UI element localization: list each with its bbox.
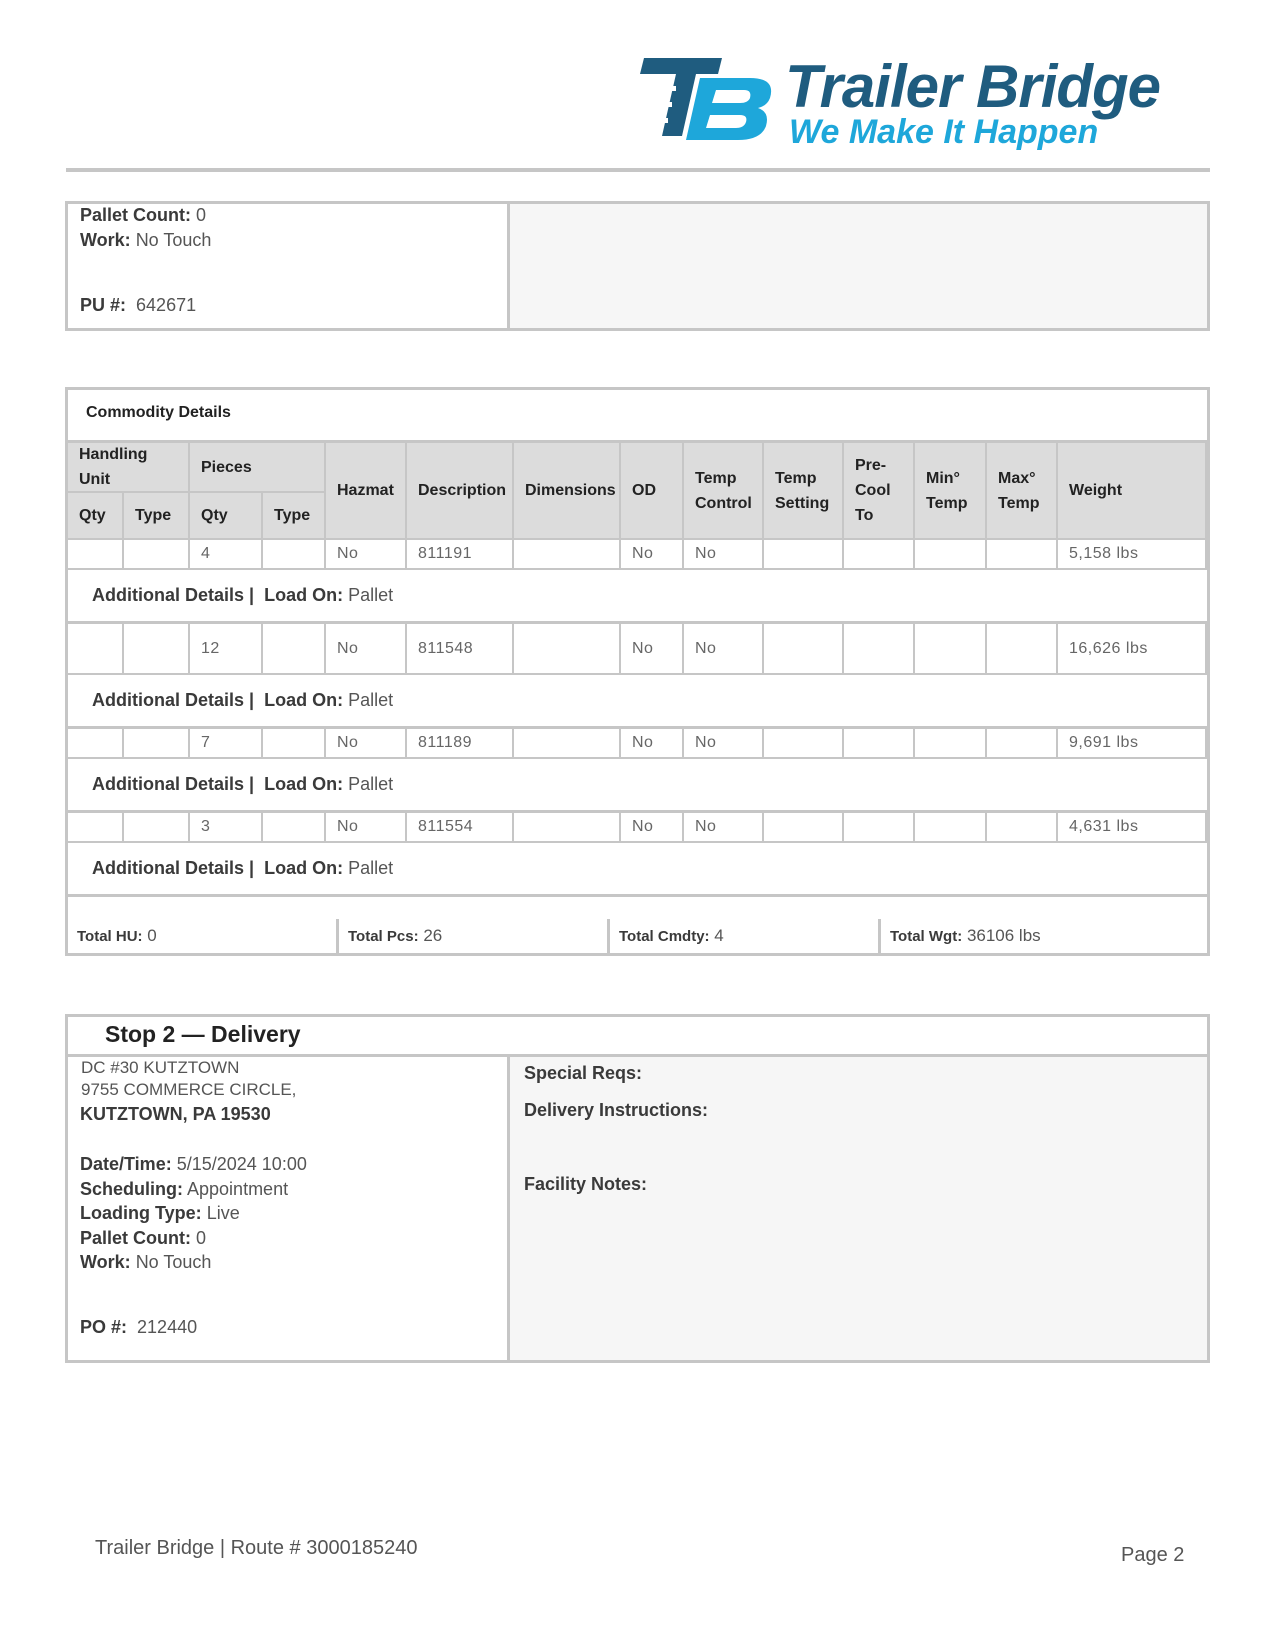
loading-type-field [80, 1203, 240, 1224]
commodity-cell-pcs-type [263, 540, 326, 570]
logo-tagline: We Make It Happen [789, 113, 1099, 151]
header-pcs-type: Type [263, 493, 326, 540]
commodity-cell-hu-qty [68, 624, 124, 675]
scheduling-field [80, 1179, 288, 1200]
work-field [80, 230, 211, 251]
stop2-left-panel [68, 1057, 510, 1360]
po-number-label: PO #: [80, 1317, 128, 1337]
commodity-cell-description: 811191 [407, 540, 514, 570]
total-pieces [339, 919, 610, 953]
total-commodities-label: Total Cmdty: [619, 927, 710, 945]
commodity-cell-hu-type [124, 540, 190, 570]
total-weight-value: 36106 lbs [966, 926, 1041, 945]
stop1-details-box [65, 201, 1210, 331]
commodity-cell-hu-qty [68, 729, 124, 759]
commodity-cell-pcs-qty: 7 [190, 729, 263, 759]
additional-details-row [68, 843, 1207, 897]
additional-details-label: Additional Details | [92, 585, 255, 605]
commodity-cell-min-temp [915, 540, 987, 570]
total-hu-value: 0 [147, 926, 157, 945]
commodity-cell-temp-control: No [684, 624, 764, 675]
load-on-label: Load On: [264, 690, 344, 710]
commodity-cell-weight: 16,626 lbs [1058, 624, 1207, 675]
commodity-cell-max-temp [987, 729, 1058, 759]
commodity-cell-description: 811548 [407, 624, 514, 675]
header-hu-type: Type [124, 493, 190, 540]
stop2-title: Stop 2 — Delivery [105, 1021, 301, 1047]
load-on-label: Load On: [264, 774, 344, 794]
pallet-count-field [80, 1228, 206, 1249]
header-temp-control: Temp Control [684, 443, 764, 540]
loading-type-value: Live [206, 1203, 240, 1223]
pu-number-field [80, 295, 196, 316]
header-hu-qty: Qty [68, 493, 124, 540]
commodity-cell-pre-cool [844, 813, 915, 843]
footer-page-number: Page 2 [1121, 1544, 1185, 1566]
total-pieces-value: 26 [423, 926, 443, 945]
header-hazmat: Hazmat [326, 443, 407, 540]
commodity-cell-dimensions [514, 540, 621, 570]
commodity-cell-temp-control: No [684, 729, 764, 759]
commodity-details-table [65, 387, 1210, 956]
commodity-cell-temp-control: No [684, 813, 764, 843]
footer-route: Trailer Bridge | Route # 3000185240 [95, 1537, 418, 1559]
total-weight [881, 919, 1207, 953]
datetime-label: Date/Time: [80, 1154, 172, 1174]
commodity-cell-od: No [621, 729, 684, 759]
special-reqs-label: Special Reqs: [524, 1063, 643, 1083]
total-weight-label: Total Wgt: [890, 927, 963, 945]
commodity-cell-max-temp [987, 624, 1058, 675]
commodity-cell-hu-qty [68, 813, 124, 843]
trailer-bridge-logo-mark [640, 56, 780, 152]
commodity-cell-temp-setting [764, 729, 844, 759]
commodity-cell-od: No [621, 624, 684, 675]
commodity-cell-weight: 5,158 lbs [1058, 540, 1207, 570]
load-on-label: Load On: [264, 585, 344, 605]
po-number-field [80, 1317, 197, 1338]
pallet-count-label: Pallet Count: [80, 205, 191, 225]
additional-details-row [68, 675, 1207, 729]
commodity-cell-pre-cool [844, 624, 915, 675]
header-temp-setting: Temp Setting [764, 443, 844, 540]
commodity-cell-pcs-type [263, 624, 326, 675]
commodity-cell-temp-setting [764, 624, 844, 675]
commodity-cell-weight: 4,631 lbs [1058, 813, 1207, 843]
pallet-count-value: 0 [196, 205, 207, 225]
commodity-cell-hazmat: No [326, 624, 407, 675]
scheduling-label: Scheduling: [80, 1179, 183, 1199]
pallet-count-field [80, 205, 206, 226]
additional-details-label: Additional Details | [92, 774, 255, 794]
header-dimensions: Dimensions [514, 443, 621, 540]
work-label: Work: [80, 230, 131, 250]
load-on-value: Pallet [348, 774, 394, 794]
commodity-cell-min-temp [915, 813, 987, 843]
commodity-cell-pcs-qty: 3 [190, 813, 263, 843]
header-od: OD [621, 443, 684, 540]
commodity-cell-dimensions [514, 729, 621, 759]
work-field [80, 1252, 211, 1273]
commodity-cell-hu-type [124, 813, 190, 843]
commodity-cell-hazmat: No [326, 540, 407, 570]
commodity-cell-pcs-type [263, 813, 326, 843]
loading-type-label: Loading Type: [80, 1203, 202, 1223]
commodity-cell-hu-type [124, 624, 190, 675]
work-value: No Touch [135, 1252, 212, 1272]
header-description: Description [407, 443, 514, 540]
load-on-value: Pallet [348, 858, 394, 878]
commodity-cell-max-temp [987, 540, 1058, 570]
additional-details-label: Additional Details | [92, 858, 255, 878]
commodity-grid [68, 390, 1207, 953]
stop2-right-panel [510, 1057, 1207, 1360]
facility-name: DC #30 KUTZTOWN [81, 1058, 240, 1077]
additional-details-label: Additional Details | [92, 690, 255, 710]
stop1-right-panel [510, 204, 1207, 328]
commodity-cell-dimensions [514, 813, 621, 843]
load-on-label: Load On: [264, 858, 344, 878]
commodity-cell-dimensions [514, 624, 621, 675]
commodity-cell-min-temp [915, 729, 987, 759]
commodity-cell-od: No [621, 540, 684, 570]
commodity-details-title: Commodity Details [86, 404, 231, 421]
datetime-value: 5/15/2024 10:00 [176, 1154, 307, 1174]
header-pcs-qty: Qty [190, 493, 263, 540]
scheduling-value: Appointment [187, 1179, 289, 1199]
commodity-cell-min-temp [915, 624, 987, 675]
commodity-cell-temp-control: No [684, 540, 764, 570]
additional-details-row [68, 570, 1207, 624]
commodity-cell-pre-cool [844, 540, 915, 570]
commodity-cell-weight: 9,691 lbs [1058, 729, 1207, 759]
commodity-cell-hu-type [124, 729, 190, 759]
logo-title: Trailer Bridge [785, 53, 1161, 120]
commodity-cell-description: 811189 [407, 729, 514, 759]
total-commodities [610, 919, 881, 953]
commodity-cell-max-temp [987, 813, 1058, 843]
city-state-zip: KUTZTOWN, PA 19530 [80, 1104, 271, 1124]
commodity-cell-temp-setting [764, 813, 844, 843]
delivery-instructions-label: Delivery Instructions: [524, 1100, 709, 1120]
total-pieces-label: Total Pcs: [348, 927, 419, 945]
pu-number-value: 642671 [136, 295, 197, 315]
commodity-cell-hazmat: No [326, 813, 407, 843]
stop2-delivery-box [65, 1014, 1210, 1363]
commodity-cell-pre-cool [844, 729, 915, 759]
additional-details-row [68, 759, 1207, 813]
load-on-value: Pallet [348, 585, 394, 605]
total-hu [68, 919, 339, 953]
total-hu-label: Total HU: [77, 927, 143, 945]
commodity-cell-hu-qty [68, 540, 124, 570]
header-weight: Weight [1058, 443, 1207, 540]
header-min-temp: Min° Temp [915, 443, 987, 540]
commodity-cell-od: No [621, 813, 684, 843]
po-number-value: 212440 [137, 1317, 198, 1337]
street-address: 9755 COMMERCE CIRCLE, [81, 1080, 297, 1099]
pallet-count-value: 0 [196, 1228, 207, 1248]
header-pre-cool-to: Pre-Cool To [844, 443, 915, 540]
commodity-cell-hazmat: No [326, 729, 407, 759]
header-divider [66, 168, 1210, 172]
header-handling-unit: Handling Unit [68, 443, 190, 493]
work-value: No Touch [135, 230, 212, 250]
pu-number-label: PU #: [80, 295, 127, 315]
header-max-temp: Max° Temp [987, 443, 1058, 540]
load-on-value: Pallet [348, 690, 394, 710]
datetime-field [80, 1154, 307, 1175]
commodity-cell-temp-setting [764, 540, 844, 570]
header-pieces: Pieces [190, 443, 326, 493]
total-commodities-value: 4 [714, 926, 724, 945]
commodity-cell-pcs-qty: 12 [190, 624, 263, 675]
stop2-header [68, 1017, 1207, 1057]
commodity-cell-pcs-type [263, 729, 326, 759]
commodity-cell-description: 811554 [407, 813, 514, 843]
stop1-left-panel [68, 204, 510, 328]
facility-notes-label: Facility Notes: [524, 1174, 648, 1194]
work-label: Work: [80, 1252, 131, 1272]
pallet-count-label: Pallet Count: [80, 1228, 191, 1248]
commodity-cell-pcs-qty: 4 [190, 540, 263, 570]
